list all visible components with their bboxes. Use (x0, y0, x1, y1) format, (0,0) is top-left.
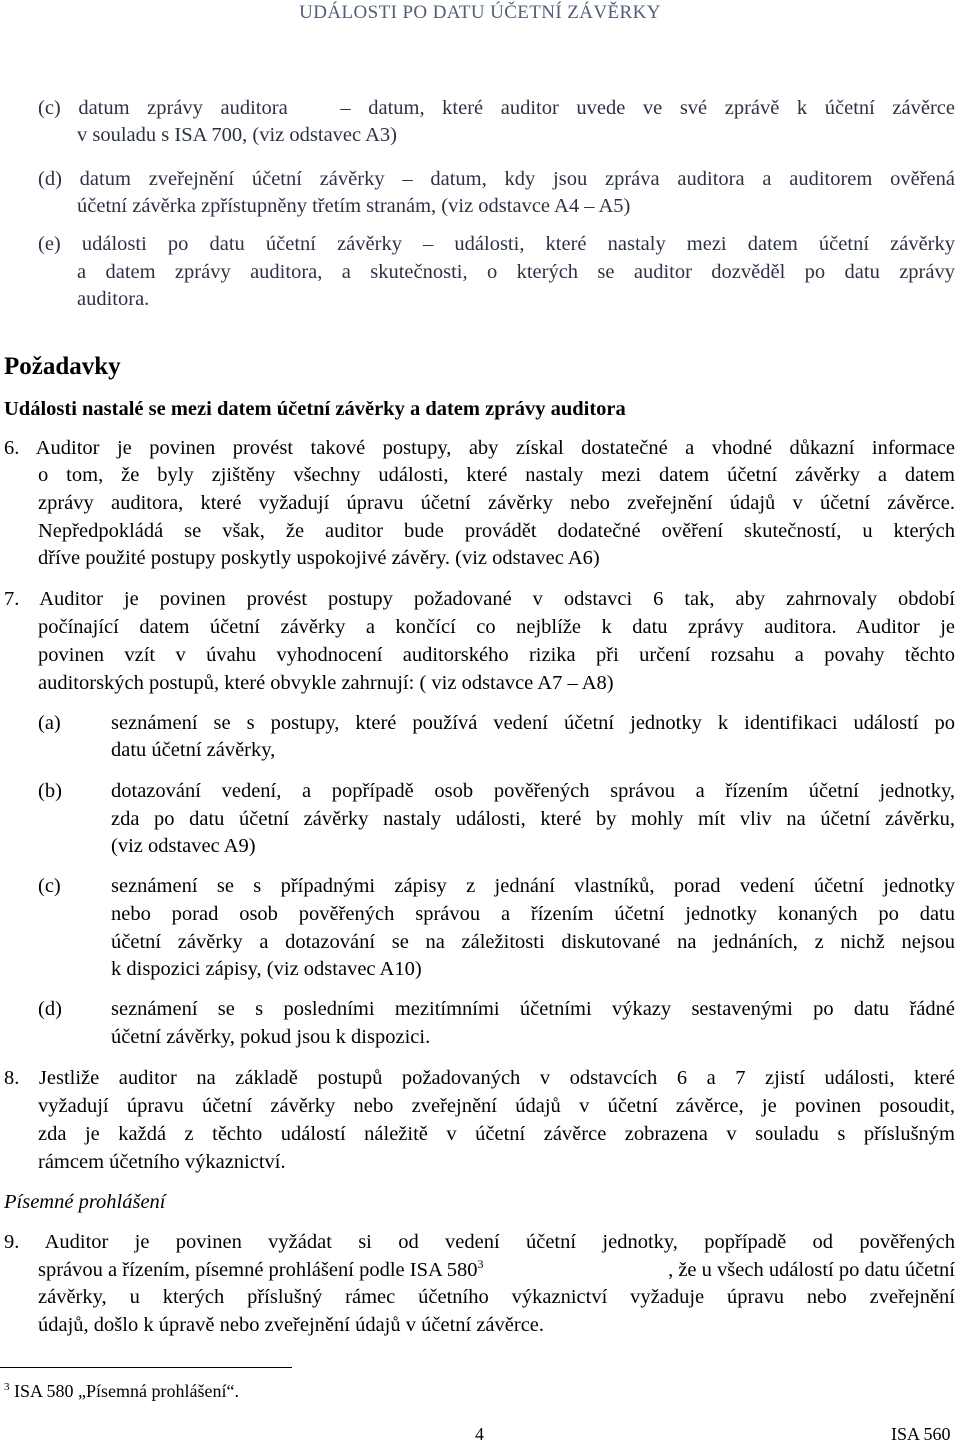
section-heading-written-representation: Písemné prohlášení (4, 1191, 166, 1213)
paragraph-8-line-2: vyžadují úpravu účetní závěrky nebo zveřejnění údajů v účetní závěrce, je povinen posoudit, (38, 1095, 955, 1117)
definition-d-line-2: účetní závěrka zpřístupněny třetím stranám, (viz odstavce A4 – A5) (77, 195, 631, 217)
paragraph-6-line-3: zprávy auditora, které vyžadují úpravu účetní závěrky nebo zveřejnění údajů v účetní závěrce. (38, 492, 955, 514)
paragraph-9-line-4: údajů, došlo k úpravě nebo zveřejnění údajů v účetní závěrce. (38, 1314, 545, 1336)
paragraph-6-line-4: Nepředpokládá se však, že auditor bude provádět dodatečné ověření skutečností, u kterých (38, 520, 955, 542)
paragraph-9-text-before-ref: správou a řízením, písemné prohlášení podle ISA 580 (38, 1259, 478, 1281)
paragraph-9-line-2-end: , že u všech událostí po datu účetní (668, 1259, 955, 1281)
list-item-a-line-2: datu účetní závěrky, (111, 739, 276, 761)
footnote-text: ISA 580 „Písemná prohlášení“. (9, 1381, 239, 1401)
paragraph-7-line-1: 7. Auditor je povinen provést postupy požadované v odstavci 6 tak, aby zahrnovaly období (4, 588, 955, 610)
list-item-b-line-1: dotazování vedení, a popřípadě osob pověřených správou a řízením účetní jednotky, (111, 780, 955, 802)
paragraph-9-line-3: závěrky, u kterých příslušný rámec účetního výkaznictví vyžaduje úpravu nebo zveřejnění (38, 1286, 955, 1308)
list-item-b-line-2: zda po datu účetní závěrky nastaly události, které by mohly mít vliv na účetní závěrku, (111, 808, 955, 830)
list-item-marker-c: (c) (38, 875, 61, 897)
document-id: ISA 560 (891, 1424, 951, 1444)
list-item-c-line-3: účetní závěrky a dotazování se na záležitosti diskutované na jednáních, z nichž nejsou (111, 931, 955, 953)
footnote (4, 1381, 239, 1402)
list-item-c-line-1: seznámení se s případnými zápisy z jednání vlastníků, porad vedení účetní jednotky (111, 875, 955, 897)
definition-e-line-2: a datem zprávy auditora, a skutečnosti, o kterých se auditor dozvěděl po datu zprávy (77, 261, 955, 283)
footnote-reference[interactable]: 3 (477, 1257, 484, 1272)
paragraph-6-line-5: dříve použité postupy poskytly uspokojivé závěry. (viz odstavec A6) (38, 547, 600, 569)
subsection-heading: Události nastalé se mezi datem účetní závěrky a datem zprávy auditora (4, 398, 626, 420)
paragraph-8-line-3: zda je každá z těchto událostí náležitě v účetní závěrce zobrazena v souladu s příslušným (38, 1123, 955, 1145)
list-item-b-line-3: (viz odstavec A9) (111, 835, 256, 857)
paragraph-9-line-2-start (38, 1257, 484, 1283)
list-item-c-line-2: nebo porad osob pověřených správou a řízením účetní jednotky konaných po datu (111, 903, 955, 925)
footnote-marker: 3 (4, 1381, 10, 1393)
paragraph-9-line-1: 9. Auditor je povinen vyžádat si od vedení účetní jednotky, popřípadě od pověřených (4, 1231, 955, 1253)
definition-d-line-1: (d) datum zveřejnění účetní závěrky – datum, kdy jsou zpráva auditora a auditorem ověřená (38, 168, 955, 190)
running-header: UDÁLOSTI PO DATU ÚČETNÍ ZÁVĚRKY (299, 2, 661, 23)
definition-c-line-1: (c) datum zprávy auditora – datum, které auditor uvede ve své zprávě k účetní závěrce (38, 97, 955, 119)
definition-e-line-3: auditora. (77, 288, 150, 310)
paragraph-8-line-4: rámcem účetního výkaznictví. (38, 1151, 286, 1173)
page-number: 4 (475, 1424, 484, 1444)
paragraph-7-line-4: auditorských postupů, které obvykle zahrnují: ( viz odstavce A7 – A8) (38, 672, 614, 694)
list-item-marker-b: (b) (38, 780, 62, 802)
list-item-d-line-1: seznámení se s posledními mezitímními účetními výkazy sestavenými po datu řádné (111, 998, 955, 1020)
paragraph-7-line-3: povinen vzít v úvahu vyhodnocení auditorského rizika při určení rozsahu a povahy těchto (38, 644, 955, 666)
list-item-c-line-4: k dispozici zápisy, (viz odstavec A10) (111, 958, 422, 980)
list-item-d-line-2: účetní závěrky, pokud jsou k dispozici. (111, 1026, 431, 1048)
paragraph-8-line-1: 8. Jestliže auditor na základě postupů požadovaných v odstavcích 6 a 7 zjistí události, které (4, 1067, 955, 1089)
section-heading-requirements: Požadavky (4, 353, 121, 380)
list-item-a-line-1: seznámení se s postupy, které používá vedení účetní jednotky k identifikaci událostí po (111, 712, 955, 734)
list-item-marker-a: (a) (38, 712, 61, 734)
paragraph-6-line-2: o tom, že byly zjištěny všechny události, které nastaly mezi datem účetní závěrky a datem (38, 464, 955, 486)
paragraph-6-line-1: 6. Auditor je povinen provést takové postupy, aby získal dostatečné a vhodné důkazní informace (4, 437, 955, 459)
paragraph-9-line-2 (38, 1257, 955, 1283)
footnote-divider (0, 1367, 292, 1368)
definition-c-line-2: v souladu s ISA 700, (viz odstavec A3) (77, 124, 397, 146)
list-item-marker-d: (d) (38, 998, 62, 1020)
paragraph-7-line-2: počínající datem účetní závěrky a končící co nejblíže k datu zprávy auditora. Auditor je (38, 616, 955, 638)
definition-e-line-1: (e) události po datu účetní závěrky – události, které nastaly mezi datem účetní závěrky (38, 233, 955, 255)
